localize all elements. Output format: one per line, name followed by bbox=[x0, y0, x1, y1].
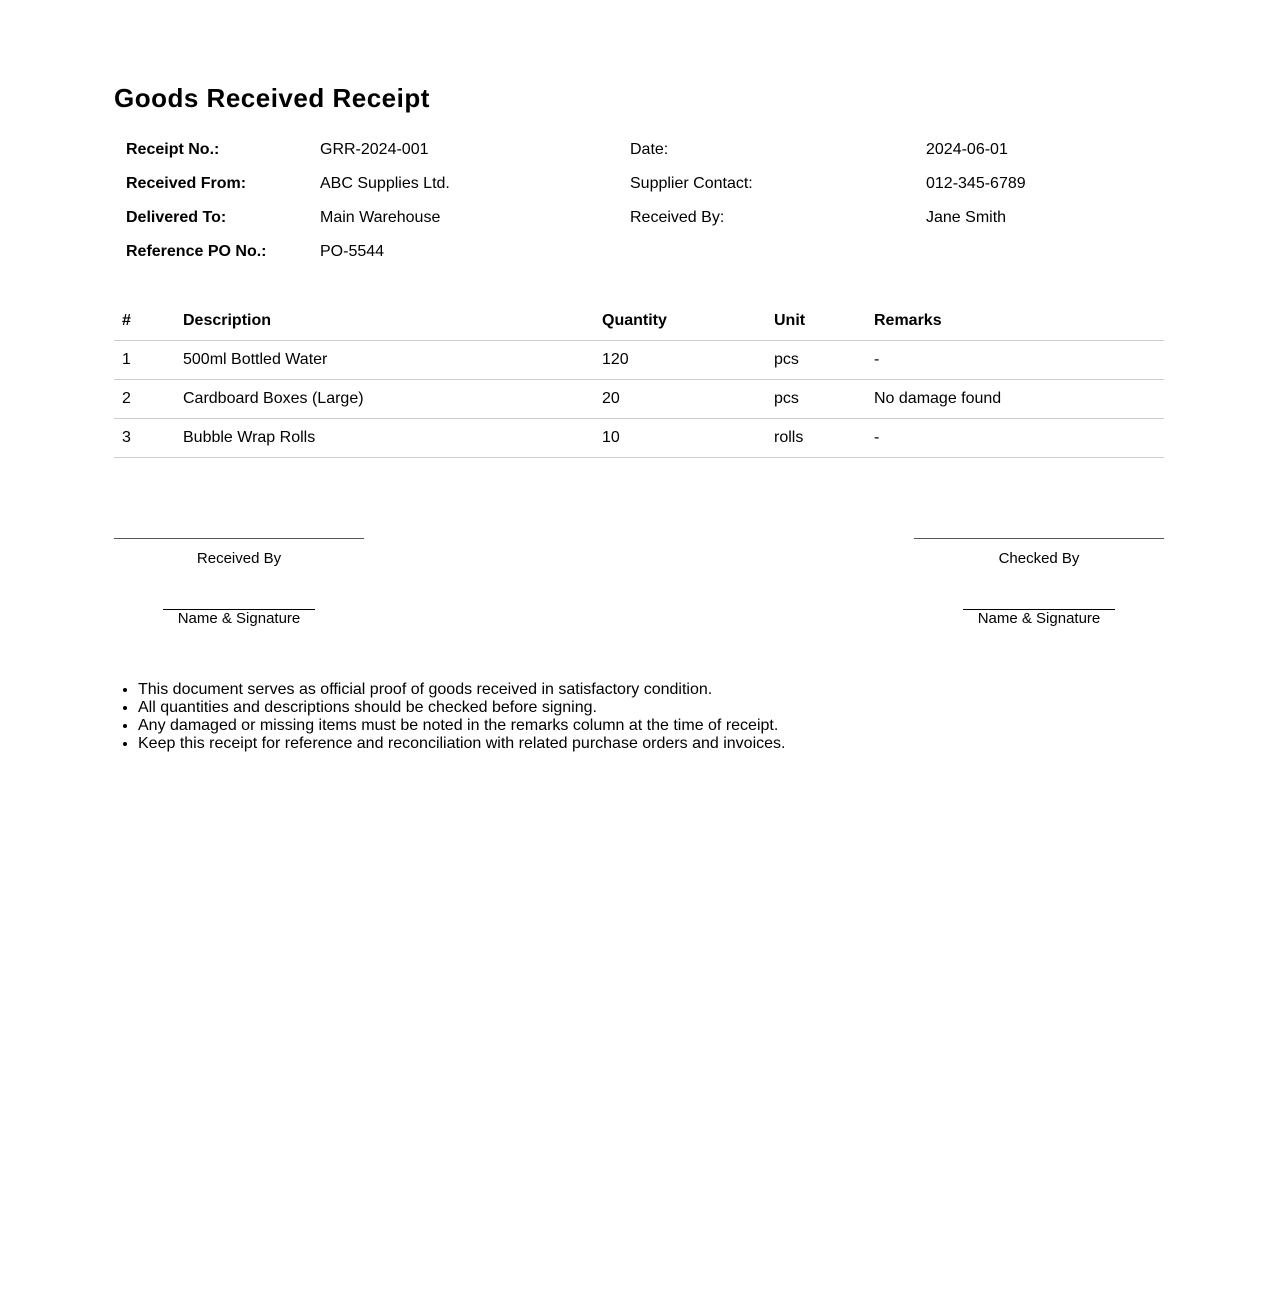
item-unit: pcs bbox=[766, 380, 866, 419]
supplier-contact-label: Supplier Contact: bbox=[630, 175, 753, 192]
column-header-description: Description bbox=[175, 302, 594, 341]
column-header-unit: Unit bbox=[766, 302, 866, 341]
receipt-no-label: Receipt No.: bbox=[126, 141, 220, 158]
item-quantity: 120 bbox=[594, 341, 766, 380]
list-item: • All quantities and descriptions should be checked before signing. bbox=[138, 699, 785, 717]
item-quantity: 20 bbox=[594, 380, 766, 419]
item-unit: pcs bbox=[766, 341, 866, 380]
date-label: Date: bbox=[630, 141, 669, 158]
signature-caption: Name & Signature bbox=[177, 610, 301, 627]
reference-po-value: PO-5544 bbox=[320, 243, 385, 260]
list-item: • Any damaged or missing items must be noted in the remarks column at the time of receipt. bbox=[138, 717, 785, 735]
list-item: • This document serves as official proof of goods received in satisfactory condition. bbox=[138, 681, 785, 699]
table-row bbox=[114, 419, 1164, 458]
item-remarks: - bbox=[866, 341, 1164, 380]
supplier-contact-value: 012-345-6789 bbox=[926, 175, 1026, 192]
item-number: 3 bbox=[114, 419, 175, 458]
item-description: 500ml Bottled Water bbox=[175, 341, 594, 380]
item-description: Bubble Wrap Rolls bbox=[175, 419, 594, 458]
column-header-remarks: Remarks bbox=[866, 302, 1164, 341]
info-row bbox=[114, 167, 1164, 201]
column-header-number: # bbox=[114, 302, 175, 341]
received-from-value: ABC Supplies Ltd. bbox=[320, 175, 450, 192]
info-row bbox=[114, 201, 1164, 235]
delivered-to-label: Delivered To: bbox=[126, 209, 227, 226]
receipt-no-value: GRR-2024-001 bbox=[320, 141, 429, 158]
page-title: Goods Received Receipt bbox=[114, 83, 430, 113]
table-row bbox=[114, 341, 1164, 380]
signature-caption: Name & Signature bbox=[977, 610, 1101, 627]
signature-role-checked-by: Checked By bbox=[998, 550, 1080, 567]
received-by-label: Received By: bbox=[630, 209, 725, 226]
receipt-info-table bbox=[114, 133, 1164, 269]
info-row bbox=[114, 235, 1164, 269]
item-unit: rolls bbox=[766, 419, 866, 458]
signature-divider bbox=[914, 538, 1164, 539]
column-header-quantity: Quantity bbox=[594, 302, 766, 341]
received-by-signature-block bbox=[114, 538, 364, 628]
reference-po-label: Reference PO No.: bbox=[126, 243, 267, 260]
date-value: 2024-06-01 bbox=[926, 141, 1008, 158]
item-number: 2 bbox=[114, 380, 175, 419]
item-remarks: No damage found bbox=[866, 380, 1164, 419]
received-from-label: Received From: bbox=[126, 175, 247, 192]
received-by-value: Jane Smith bbox=[926, 209, 1007, 226]
notes-list bbox=[114, 681, 785, 753]
checked-by-signature-block bbox=[914, 538, 1164, 628]
signature-role-received-by: Received By bbox=[196, 550, 282, 567]
list-item: • Keep this receipt for reference and reconciliation with related purchase orders and invoices. bbox=[138, 735, 785, 753]
item-remarks: - bbox=[866, 419, 1164, 458]
item-quantity: 10 bbox=[594, 419, 766, 458]
info-row bbox=[114, 133, 1164, 167]
item-number: 1 bbox=[114, 341, 175, 380]
signature-divider bbox=[114, 538, 364, 539]
item-description: Cardboard Boxes (Large) bbox=[175, 380, 594, 419]
items-table bbox=[114, 302, 1164, 458]
items-header-row bbox=[114, 302, 1164, 341]
table-row bbox=[114, 380, 1164, 419]
delivered-to-value: Main Warehouse bbox=[320, 209, 441, 226]
